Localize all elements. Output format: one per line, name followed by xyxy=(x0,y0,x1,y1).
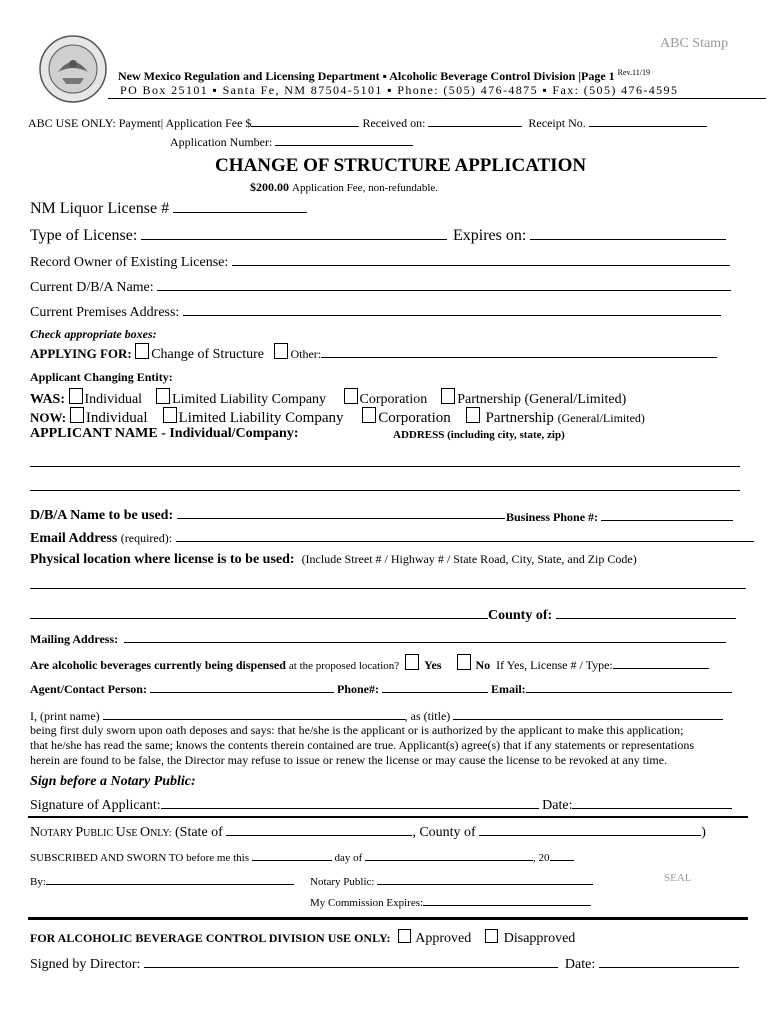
was-individual-checkbox[interactable] xyxy=(69,388,83,404)
record-owner-row xyxy=(30,253,730,271)
was-row xyxy=(30,388,626,408)
applicant-name-label: APPLICANT NAME - Individual/Company: xyxy=(30,426,299,441)
received-on-field[interactable] xyxy=(428,114,522,127)
header-title-line: New Mexico Regulation and Licensing Department ▪ Alcoholic Beverage Control Division |Page 1 $^{Rev.11/19}$ xyxy=(118,68,650,83)
agent-email-field[interactable] xyxy=(526,680,732,693)
dispensed-question-rest: at the proposed location? xyxy=(288,660,400,672)
notary-row xyxy=(30,823,706,841)
location-line-2[interactable] xyxy=(30,606,488,619)
email-required: (required): xyxy=(120,531,173,545)
mailing-label: Mailing Address: xyxy=(30,632,119,646)
signature-date-label: Date: xyxy=(542,798,573,813)
expires-field[interactable] xyxy=(530,227,726,240)
dispensed-yes-label: Yes xyxy=(424,658,442,672)
subscribed-year-field[interactable] xyxy=(550,848,574,861)
current-premises-label: Current Premises Address: xyxy=(30,305,180,320)
dispensed-yes-checkbox[interactable] xyxy=(405,654,419,670)
business-phone-row xyxy=(506,508,733,525)
signature-row xyxy=(30,796,732,814)
by-label: By: xyxy=(30,876,46,888)
notary-public-label: Notary Public: xyxy=(310,876,375,888)
now-partnership-checkbox[interactable] xyxy=(466,407,480,423)
now-llc-label: Limited Liability Company xyxy=(178,410,344,426)
email-label: Email Address xyxy=(30,531,118,546)
was-corporation-checkbox[interactable] xyxy=(344,388,358,404)
dispensed-row xyxy=(30,654,709,673)
now-row xyxy=(30,407,645,427)
now-corporation-checkbox[interactable] xyxy=(362,407,376,423)
received-on-label: Received on: xyxy=(362,116,426,130)
current-dba-field[interactable] xyxy=(157,278,731,291)
now-partnership-note: (General/Limited) xyxy=(557,411,645,425)
page-number: Page 1 xyxy=(581,69,615,83)
was-partnership-checkbox[interactable] xyxy=(441,388,455,404)
applicant-address-label: ADDRESS (including city, state, zip) xyxy=(393,429,565,441)
commission-field[interactable] xyxy=(423,893,591,906)
business-phone-field[interactable] xyxy=(601,508,733,521)
if-yes-label: If Yes, License # / Type: xyxy=(496,658,613,672)
signed-by-director-label: Signed by Director: xyxy=(30,957,141,972)
now-individual-label: Individual xyxy=(85,410,148,426)
dispensed-no-checkbox[interactable] xyxy=(457,654,471,670)
disapproved-checkbox[interactable] xyxy=(485,929,498,943)
notary-state-field[interactable] xyxy=(226,823,412,836)
license-number-label: NM Liquor License # xyxy=(30,200,170,217)
seal-label: SEAL xyxy=(664,872,692,884)
by-field[interactable] xyxy=(46,872,294,885)
dept-name: New Mexico Regulation and Licensing Department xyxy=(118,69,380,83)
dispensed-question: Are alcoholic beverages currently being dispensed xyxy=(30,658,286,672)
was-label: WAS: xyxy=(30,392,66,407)
license-number-field[interactable] xyxy=(173,200,307,213)
receipt-no-field[interactable] xyxy=(589,114,707,127)
notary-rule xyxy=(28,816,748,818)
commission-row xyxy=(310,893,591,909)
state-of-label: (State of xyxy=(175,825,223,840)
director-signature-field[interactable] xyxy=(144,955,558,968)
receipt-no-label: Receipt No. xyxy=(528,116,586,130)
division-use-label: FOR ALCOHOLIC BEVERAGE CONTROL DIVISION USE ONLY: xyxy=(30,931,391,945)
was-corporation-label: Corporation xyxy=(359,392,428,407)
subscribed-day-field[interactable] xyxy=(252,848,332,861)
fee-amount: $200.00 xyxy=(250,180,289,194)
applicant-line-2[interactable] xyxy=(30,490,740,491)
county-field[interactable] xyxy=(556,606,736,619)
commission-label: My Commission Expires: xyxy=(310,897,424,909)
fee-line xyxy=(250,180,438,195)
physical-location-label: Physical location where license is to be used: xyxy=(30,552,295,567)
oath-line-2: that he/she has read the same; knows the contents therein contained are true. Applicant(s) agree(s) that if any statements or representations xyxy=(30,738,695,752)
subscribed-label: SUBSCRIBED AND SWORN TO before me this xyxy=(30,852,249,864)
applying-for-row xyxy=(30,343,717,363)
now-llc-checkbox[interactable] xyxy=(163,407,177,423)
form-title: CHANGE OF STRUCTURE APPLICATION xyxy=(215,155,587,176)
was-partnership-label: Partnership (General/Limited) xyxy=(457,392,627,407)
approved-label: Approved xyxy=(415,931,472,946)
abc-use-row: ABC USE ONLY: Payment| Application Fee $ Received on: Receipt No. xyxy=(28,114,707,131)
approved-checkbox[interactable] xyxy=(398,929,411,943)
physical-location-row xyxy=(30,552,637,568)
notary-county-field[interactable] xyxy=(479,823,701,836)
agent-label: Agent/Contact Person: xyxy=(30,682,147,696)
dba-row xyxy=(30,506,505,524)
oath-line-3: herein are found to be false, the Director may refuse to issue or renew the license or may cause the license to be revoked at any time. xyxy=(30,753,668,767)
notary-public-field[interactable] xyxy=(377,872,593,885)
division-use-row xyxy=(30,929,575,947)
application-fee-label: Application Fee $ xyxy=(165,116,252,130)
agent-email-label: Email: xyxy=(490,682,526,696)
division-name: Alcoholic Beverage Control Division xyxy=(389,69,576,83)
print-name-label: I, (print name) xyxy=(30,709,100,723)
if-yes-field[interactable] xyxy=(613,656,709,669)
dba-field[interactable] xyxy=(177,506,505,519)
application-number-row xyxy=(170,133,413,150)
signature-field[interactable] xyxy=(161,796,539,809)
mailing-row xyxy=(30,630,726,647)
sign-before-notary: Sign before a Notary Public: xyxy=(30,774,196,789)
subscribed-month-field[interactable] xyxy=(365,848,533,861)
agent-phone-label: Phone#: xyxy=(336,682,379,696)
entity-heading: Applicant Changing Entity: xyxy=(30,370,173,384)
current-dba-row xyxy=(30,278,731,296)
dba-label: D/B/A Name to be used: xyxy=(30,508,174,523)
notary-public-row xyxy=(310,872,593,888)
agent-phone-field[interactable] xyxy=(382,680,488,693)
physical-location-note: (Include Street # / Highway # / State Road, City, State, and Zip Code) xyxy=(301,552,637,566)
agent-field[interactable] xyxy=(150,680,334,693)
revision-date: Rev.11/19 xyxy=(617,68,650,77)
email-field[interactable] xyxy=(176,529,754,542)
header-address: PO Box 25101 ▪ Santa Fe, NM 87504-5101 ▪ Phone: (505) 476-4875 ▪ Fax: (505) 476-4595 xyxy=(120,83,679,97)
license-type-label: Type of License: xyxy=(30,227,138,244)
state-seal-icon xyxy=(38,34,108,104)
notary-use-only-label: NOTARY PUBLIC USE ONLY: xyxy=(30,825,172,840)
signature-date-field[interactable] xyxy=(572,796,732,809)
signature-label: Signature of Applicant: xyxy=(30,798,161,813)
record-owner-label: Record Owner of Existing License: xyxy=(30,255,229,270)
director-date-label: Date: xyxy=(564,957,596,972)
current-premises-row xyxy=(30,303,721,321)
was-individual-label: Individual xyxy=(84,392,143,407)
current-premises-field[interactable] xyxy=(183,303,721,316)
email-row xyxy=(30,529,754,547)
application-number-label: Application Number: xyxy=(170,135,273,149)
by-row xyxy=(30,872,294,888)
division-rule xyxy=(28,917,748,920)
check-boxes-instruction: Check appropriate boxes: xyxy=(30,327,157,341)
fee-note: Application Fee, non-refundable. xyxy=(292,182,439,194)
as-title-label: , as (title) xyxy=(404,709,451,723)
other-label: Other: xyxy=(290,347,322,361)
director-row xyxy=(30,955,739,973)
license-number-row xyxy=(30,200,307,218)
was-llc-label: Limited Liability Company xyxy=(172,392,327,407)
record-owner-field[interactable] xyxy=(232,253,730,266)
business-phone-label: Business Phone #: xyxy=(506,510,599,524)
other-checkbox[interactable] xyxy=(274,343,288,359)
county-label: County of: xyxy=(488,608,553,623)
county-row xyxy=(30,606,736,624)
abc-stamp-label: ABC Stamp xyxy=(660,36,729,51)
expires-row xyxy=(453,227,726,245)
now-partnership-label: Partnership xyxy=(485,410,554,426)
year-label: , 20 xyxy=(533,852,550,864)
was-llc-checkbox[interactable] xyxy=(156,388,170,404)
title-field[interactable] xyxy=(453,707,723,720)
applying-for-label: APPLYING FOR: xyxy=(30,346,132,361)
county-of-label: , County of xyxy=(412,825,476,840)
now-label: NOW: xyxy=(30,410,67,425)
dispensed-no-label: No xyxy=(475,658,491,672)
applicant-line-1[interactable] xyxy=(30,466,740,467)
license-type-field[interactable] xyxy=(141,227,447,240)
print-name-row xyxy=(30,707,723,724)
oath-line-1: being first duly sworn upon oath deposes and says: that he/she is the applicant or is authorized by the applicant to make this application; xyxy=(30,723,684,737)
subscribed-row xyxy=(30,848,574,864)
application-fee-field[interactable] xyxy=(251,114,359,127)
other-field[interactable] xyxy=(321,345,717,358)
disapproved-label: Disapproved xyxy=(503,931,576,946)
director-date-field[interactable] xyxy=(599,955,739,968)
print-name-field[interactable] xyxy=(103,707,405,720)
abc-use-label: ABC USE ONLY: Payment xyxy=(28,116,161,130)
now-individual-checkbox[interactable] xyxy=(70,407,84,423)
license-type-row xyxy=(30,227,447,245)
change-structure-checkbox[interactable] xyxy=(135,343,149,359)
current-dba-label: Current D/B/A Name: xyxy=(30,280,154,295)
expires-label: Expires on: xyxy=(453,227,527,244)
application-number-field[interactable] xyxy=(275,133,413,146)
physical-location-line[interactable] xyxy=(30,588,746,589)
agent-row xyxy=(30,680,732,697)
change-structure-label: Change of Structure xyxy=(151,347,264,362)
notary-close-paren: ) xyxy=(701,825,706,840)
mailing-field[interactable] xyxy=(124,630,726,643)
now-corporation-label: Corporation xyxy=(378,410,451,426)
header-rule xyxy=(108,98,766,99)
day-of-label: day of xyxy=(334,852,363,864)
